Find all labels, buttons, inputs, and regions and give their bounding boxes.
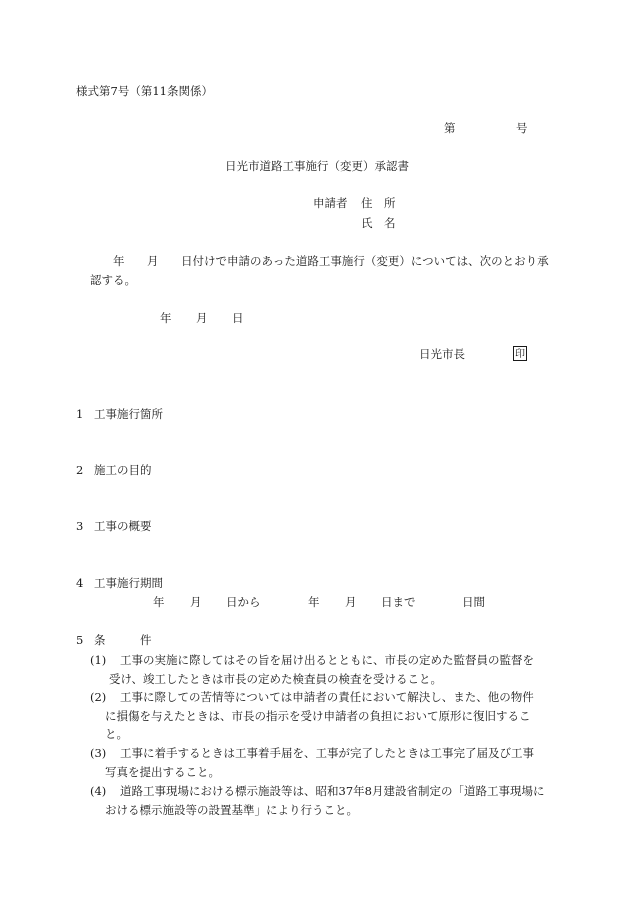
condition-2-line3: と。: [105, 727, 128, 741]
issuer-name: 日光市長: [419, 347, 465, 361]
body-year: 年: [113, 254, 125, 268]
date-month: 月: [196, 311, 208, 325]
condition-3-num: (3): [90, 746, 107, 760]
condition-2-num: (2): [90, 690, 107, 704]
condition-2-line1: 工事に際しての苦情等については申請者の責任において解決し、また、他の物件: [120, 690, 534, 704]
section-1-num: 1: [76, 407, 84, 421]
document-title: 日光市道路工事施行（変更）承認書: [225, 159, 409, 173]
section-4-label: 工事施行期間: [94, 576, 163, 590]
condition-4-line1: 道路工事現場における標示施設等は、昭和37年8月建設省制定の「道路工事現場に: [120, 784, 545, 798]
applicant-label: 申請者: [313, 196, 348, 210]
period-year-1: 年: [153, 595, 165, 609]
period-month-1: 月: [190, 595, 202, 609]
date-year: 年: [160, 311, 172, 325]
body-text: 日付けで申請のあった道路工事施行（変更）については、次のとおり承: [181, 254, 549, 268]
period-year-2: 年: [308, 595, 320, 609]
condition-3-line1: 工事に着手するときは工事着手届を、工事が完了したときは工事完了届及び工事: [120, 746, 534, 760]
section-2-num: 2: [76, 463, 84, 477]
name-label: 氏 名: [361, 216, 396, 230]
address-label: 住 所: [361, 196, 396, 210]
condition-4-line2: おける標示施設等の設置基準」により行うこと。: [105, 803, 358, 817]
body-month: 月: [147, 254, 159, 268]
section-5-num: 5: [76, 633, 84, 647]
form-number: 様式第7号（第11条関係）: [76, 84, 213, 98]
section-1-label: 工事施行箇所: [94, 407, 163, 421]
period-to: 日まで: [381, 595, 416, 609]
seal-mark: 印: [513, 346, 527, 361]
condition-2-line2: に損傷を与えたときは、市長の指示を受け申請者の負担において原形に復旧するこ: [105, 709, 531, 723]
condition-1-line2: 受け、竣工したときは市長の定めた検査員の検査を受けること。: [109, 672, 443, 686]
period-from: 日から: [226, 595, 261, 609]
doc-number-prefix: 第: [444, 121, 456, 135]
condition-3-line2: 写真を提出すること。: [105, 765, 220, 779]
condition-4-num: (4): [90, 784, 107, 798]
section-3-num: 3: [76, 519, 84, 533]
condition-1-num: (1): [90, 653, 107, 667]
section-2-label: 施工の目的: [94, 463, 152, 477]
date-day: 日: [232, 311, 244, 325]
doc-number-suffix: 号: [516, 121, 528, 135]
body-text-cont: 認する。: [90, 273, 136, 287]
section-5-label: 条 件: [94, 633, 152, 647]
condition-1-line1: 工事の実施に際してはその旨を届け出るとともに、市長の定めた監督員の監督を: [120, 653, 534, 667]
period-days: 日間: [462, 595, 485, 609]
section-3-label: 工事の概要: [94, 519, 152, 533]
period-month-2: 月: [345, 595, 357, 609]
section-4-num: 4: [76, 576, 84, 590]
